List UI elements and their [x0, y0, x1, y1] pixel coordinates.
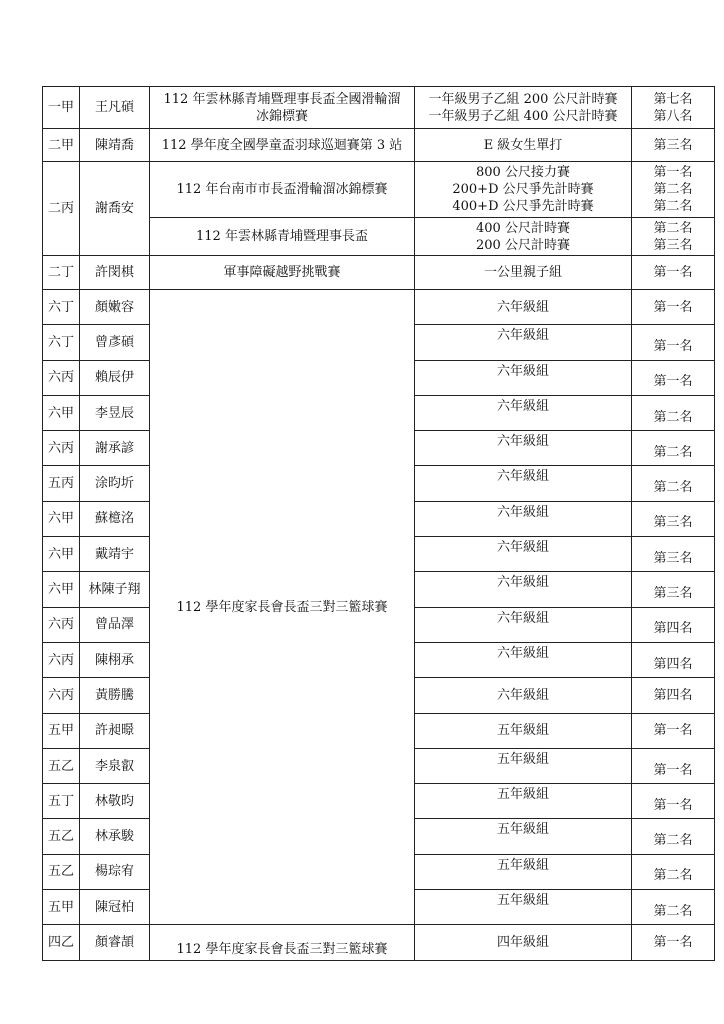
class-cell: 六丙 — [43, 642, 80, 677]
table-row — [43, 256, 715, 290]
table-row — [43, 162, 715, 218]
group-cell: 六年級組 — [415, 290, 632, 325]
class-cell: 六甲 — [43, 501, 80, 536]
event-cell: 112 年雲林縣青埔暨理事長盃 — [150, 218, 415, 256]
group-cell: 800 公尺接力賽 200+D 公尺爭先計時賽 400+D 公尺爭先計時賽 — [415, 162, 632, 218]
class-cell: 六丙 — [43, 678, 80, 713]
rank-cell: 第四名 — [632, 642, 715, 677]
rank-cell: 第二名 — [632, 466, 715, 501]
class-cell: 六丙 — [43, 431, 80, 466]
group-cell: 六年級組 — [415, 642, 632, 677]
student-name: 楊琮宥 — [80, 854, 150, 889]
class-cell: 一甲 — [43, 87, 80, 129]
student-name: 林陳子翔 — [80, 572, 150, 607]
student-name: 顏嫩容 — [80, 290, 150, 325]
group-cell: 五年級組 — [415, 890, 632, 925]
class-cell: 五乙 — [43, 854, 80, 889]
group-cell: 五年級組 — [415, 819, 632, 854]
group-cell: 六年級組 — [415, 501, 632, 536]
student-name: 李昱辰 — [80, 395, 150, 430]
student-name: 謝承諺 — [80, 431, 150, 466]
group-cell: 四年級組 — [415, 925, 632, 960]
student-name: 黃勝騰 — [80, 678, 150, 713]
student-name: 涂昀圻 — [80, 466, 150, 501]
student-name: 王凡碩 — [80, 87, 150, 129]
rank-cell: 第一名 — [632, 784, 715, 819]
table-row — [43, 87, 715, 129]
rank-cell: 第三名 — [632, 501, 715, 536]
rank-cell: 第三名 — [632, 537, 715, 572]
rank-cell: 第四名 — [632, 607, 715, 642]
group-cell: 六年級組 — [415, 678, 632, 713]
class-cell: 六丁 — [43, 325, 80, 360]
student-name: 曾品澤 — [80, 607, 150, 642]
student-name: 顏睿頡 — [80, 925, 150, 960]
group-cell: 五年級組 — [415, 748, 632, 783]
class-cell: 六丙 — [43, 360, 80, 395]
basketball-section — [43, 290, 715, 961]
group-cell: 五年級組 — [415, 854, 632, 889]
rank-cell: 第二名 — [632, 431, 715, 466]
class-cell: 五甲 — [43, 890, 80, 925]
class-cell: 二甲 — [43, 129, 80, 162]
rank-cell: 第一名 — [632, 748, 715, 783]
rank-cell: 第四名 — [632, 678, 715, 713]
event-cell: 112 學年度家長會長盃三對三籃球賽 — [150, 290, 415, 925]
student-name: 許閔棋 — [80, 256, 150, 290]
student-name: 謝喬安 — [80, 162, 150, 256]
rank-cell: 第三名 — [632, 129, 715, 162]
group-cell: 五年級組 — [415, 784, 632, 819]
group-cell: 400 公尺計時賽 200 公尺計時賽 — [415, 218, 632, 256]
student-name: 陳靖喬 — [80, 129, 150, 162]
rank-cell: 第七名 第八名 — [632, 87, 715, 129]
table-row — [43, 290, 715, 325]
class-cell: 六甲 — [43, 572, 80, 607]
class-cell: 五乙 — [43, 748, 80, 783]
rank-cell: 第一名 — [632, 925, 715, 960]
group-cell: 六年級組 — [415, 537, 632, 572]
class-cell: 二丙 — [43, 162, 80, 256]
student-name: 林敬昀 — [80, 784, 150, 819]
event-cell: 軍事障礙越野挑戰賽 — [150, 256, 415, 290]
rank-cell: 第一名 — [632, 360, 715, 395]
group-cell: 六年級組 — [415, 607, 632, 642]
student-name: 曾彥碩 — [80, 325, 150, 360]
class-cell: 六丙 — [43, 607, 80, 642]
rank-cell: 第二名 — [632, 854, 715, 889]
student-name: 李泉叡 — [80, 748, 150, 783]
group-cell: 六年級組 — [415, 395, 632, 430]
group-cell: 一公里親子組 — [415, 256, 632, 290]
rank-cell: 第三名 — [632, 572, 715, 607]
student-name: 陳冠柏 — [80, 890, 150, 925]
rank-cell: 第二名 — [632, 819, 715, 854]
event-cell: 112 學年度家長會長盃三對三籃球賽 — [150, 925, 415, 960]
class-cell: 五丙 — [43, 466, 80, 501]
group-cell: 一年級男子乙組 200 公尺計時賽 一年級男子乙組 400 公尺計時賽 — [415, 87, 632, 129]
student-name: 陳栩承 — [80, 642, 150, 677]
group-cell: 五年級組 — [415, 713, 632, 748]
event-cell: 112 學年度全國學童盃羽球巡迴賽第 3 站 — [150, 129, 415, 162]
class-cell: 四乙 — [43, 925, 80, 960]
group-cell: 六年級組 — [415, 431, 632, 466]
student-name: 許昶暻 — [80, 713, 150, 748]
class-cell: 五丁 — [43, 784, 80, 819]
group-cell: 六年級組 — [415, 360, 632, 395]
group-cell: 六年級組 — [415, 325, 632, 360]
group-cell: 六年級組 — [415, 572, 632, 607]
event-cell: 112 年台南市市長盃滑輪溜冰錦標賽 — [150, 162, 415, 218]
student-name: 賴辰伊 — [80, 360, 150, 395]
class-cell: 二丁 — [43, 256, 80, 290]
class-cell: 六丁 — [43, 290, 80, 325]
event-cell: 112 年雲林縣青埔暨理事長盃全國滑輪溜 冰錦標賽 — [150, 87, 415, 129]
student-name: 蘇檍洺 — [80, 501, 150, 536]
student-name: 林承駿 — [80, 819, 150, 854]
table-row — [43, 129, 715, 162]
rank-cell: 第一名 — [632, 290, 715, 325]
rank-cell: 第一名 — [632, 325, 715, 360]
class-cell: 六甲 — [43, 537, 80, 572]
awards-table — [42, 86, 715, 961]
rank-cell: 第一名 — [632, 256, 715, 290]
class-cell: 五乙 — [43, 819, 80, 854]
table-row — [43, 925, 715, 960]
rank-cell: 第一名 第二名 第二名 — [632, 162, 715, 218]
student-name: 戴靖宇 — [80, 537, 150, 572]
rank-cell: 第二名 — [632, 890, 715, 925]
rank-cell: 第二名 — [632, 395, 715, 430]
rank-cell: 第一名 — [632, 713, 715, 748]
class-cell: 五甲 — [43, 713, 80, 748]
class-cell: 六甲 — [43, 395, 80, 430]
group-cell: E 級女生單打 — [415, 129, 632, 162]
rank-cell: 第二名 第三名 — [632, 218, 715, 256]
group-cell: 六年級組 — [415, 466, 632, 501]
